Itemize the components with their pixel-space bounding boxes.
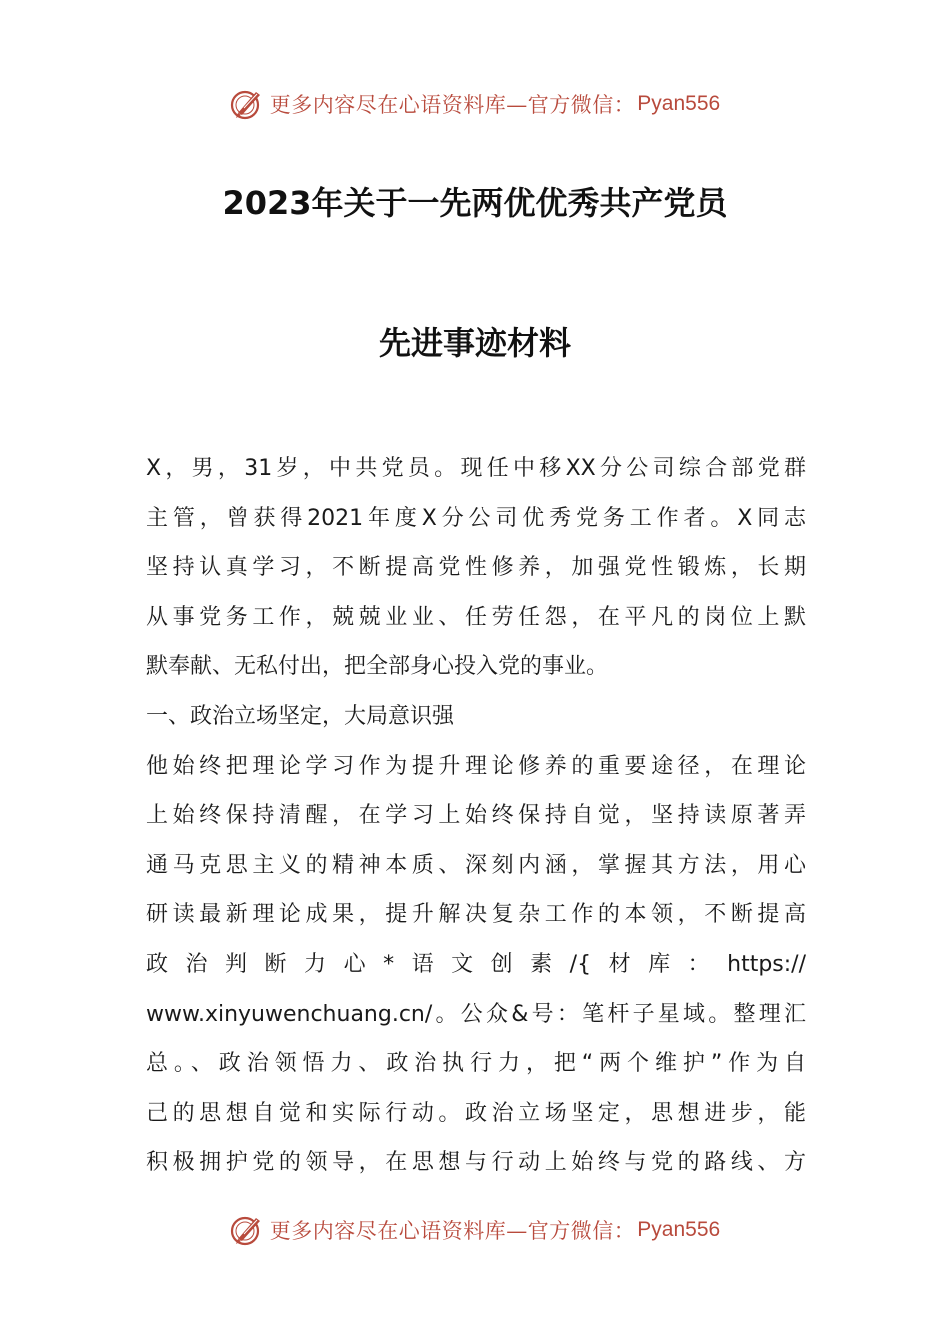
document-title-line-2: 先进事迹材料 <box>378 324 571 362</box>
quill-pen-seal-icon <box>230 87 264 121</box>
body-line: 通马克思主义的精神本质、深刻内涵，掌握其方法，用心 <box>146 852 806 878</box>
body-line: 己的思想自觉和实际行动。政治立场坚定，思想进步，能 <box>146 1100 806 1126</box>
quill-pen-seal-icon <box>230 1213 264 1247</box>
body-line: 主管，曾获得2021年度X分公司优秀党务工作者。X同志 <box>146 505 806 531</box>
banner-text: 更多内容尽在心语资料库—官方微信： <box>269 93 636 117</box>
document-body <box>146 444 806 1188</box>
banner-wechat-handle: Pyan556 <box>637 92 721 115</box>
body-line: 默奉献、无私付出，把全部身心投入党的事业。 <box>146 654 609 680</box>
body-line: 总。、政治领悟力、政治执行力，把“两个维护”作为自 <box>146 1051 806 1077</box>
body-line: 他始终把理论学习作为提升理论修养的重要途径，在理论 <box>146 753 806 779</box>
body-line: 坚持认真学习，不断提高党性修养，加强党性锻炼，长期 <box>146 555 806 581</box>
document-title-line-1: 2023年关于一先两优优秀共产党员 <box>222 184 728 222</box>
body-line: www.xinyuwenchuang.cn/。公众&号：笔杆子星域。整理汇 <box>146 1001 806 1027</box>
body-line: 从事党务工作，兢兢业业、任劳任怨，在平凡的岗位上默 <box>146 604 806 630</box>
body-line: X，男，31岁，中共党员。现任中移XX分公司综合部党群 <box>146 456 806 481</box>
body-line: 上始终保持清醒，在学习上始终保持自觉，坚持读原著弄 <box>146 803 806 829</box>
footer-banner <box>0 1210 950 1250</box>
section-heading: 一、政治立场坚定，大局意识强 <box>146 703 455 729</box>
body-line: 积极拥护党的领导，在思想与行动上始终与党的路线、方 <box>146 1150 806 1176</box>
body-line: 政治判断力心*语文创素/{材库：https:// <box>146 951 806 977</box>
banner-text: 更多内容尽在心语资料库—官方微信： <box>269 1219 636 1243</box>
header-banner <box>0 84 950 124</box>
banner-wechat-handle: Pyan556 <box>637 1218 721 1241</box>
body-line: 研读最新理论成果，提升解决复杂工作的本领，不断提高 <box>146 902 806 928</box>
